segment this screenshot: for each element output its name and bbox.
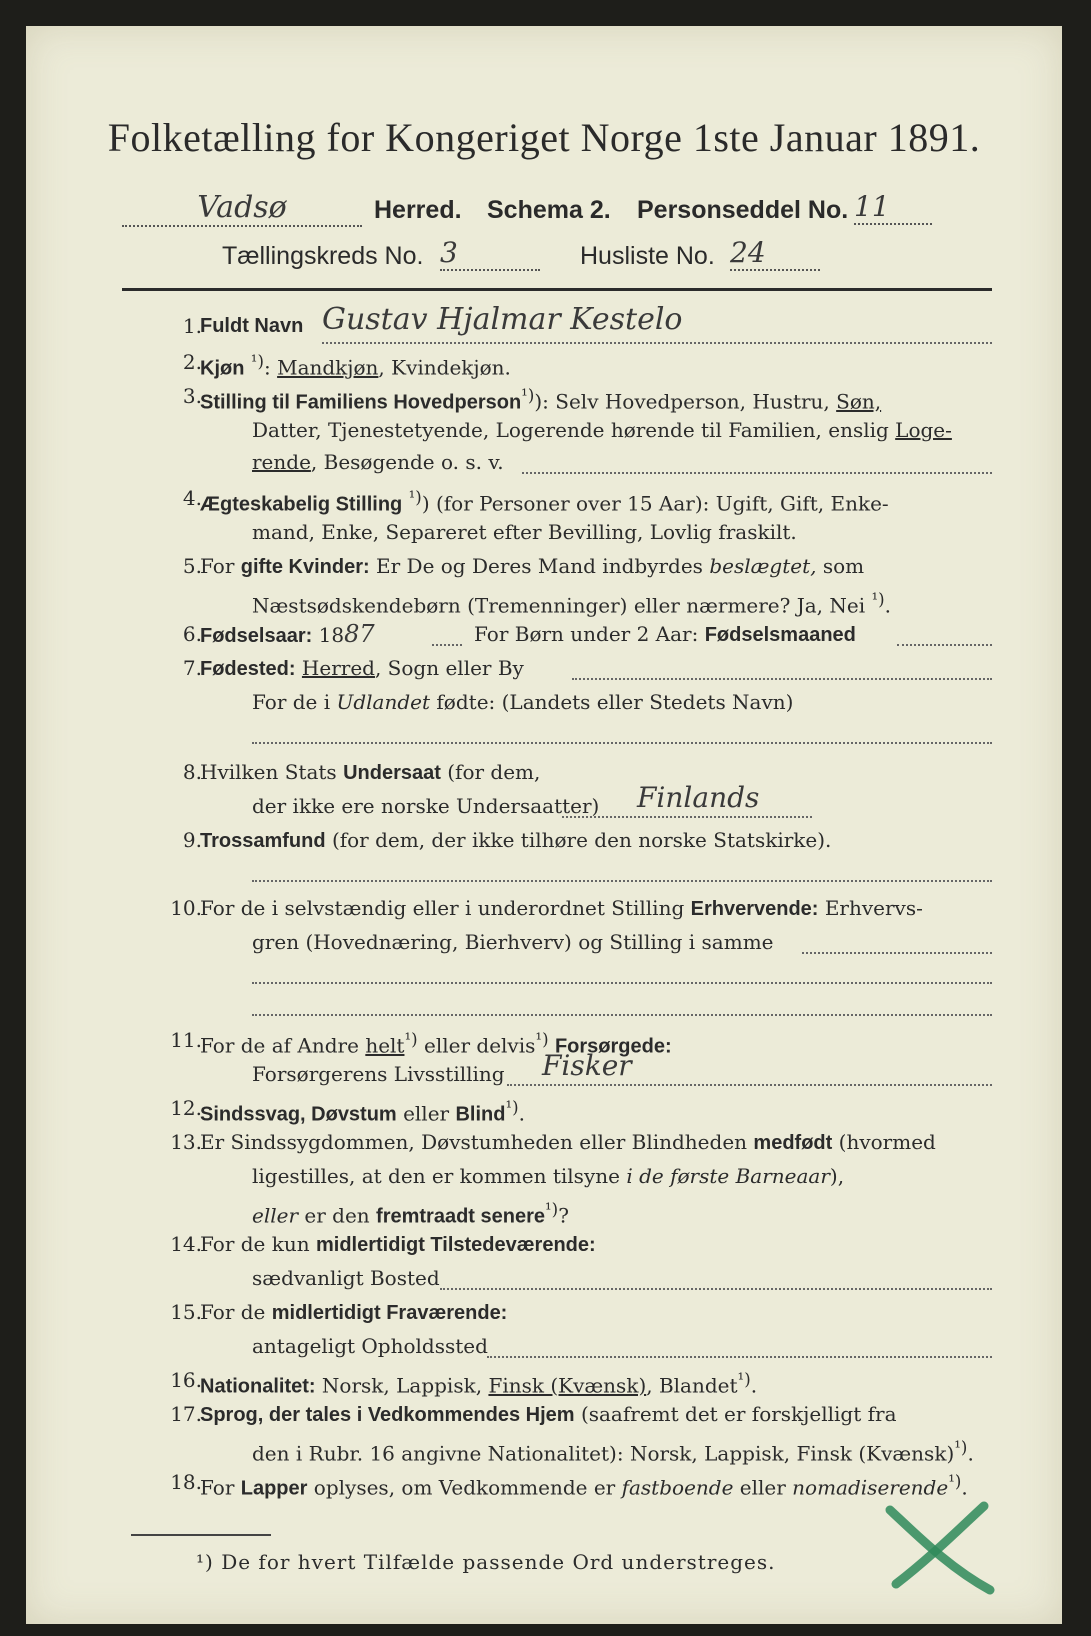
item-text: (for dem, — [447, 760, 541, 784]
item-text: (for dem, der ikke tilhøre den norske Statskirke). — [331, 828, 832, 852]
forsorger-value: Fisker — [542, 1049, 632, 1082]
item-text: antageligt Opholdssted — [252, 1334, 488, 1358]
item-7 — [122, 654, 992, 750]
mandkjon-option: Mandkjøn — [277, 355, 379, 380]
item-label: Undersaat — [343, 762, 441, 784]
item-label: Fuldt Navn — [200, 315, 304, 337]
header-rule — [122, 288, 992, 291]
item-text: fastboende — [621, 1475, 734, 1500]
footnote-rule — [131, 1534, 271, 1536]
header-line-herred — [122, 190, 992, 230]
item-text: eller — [739, 1475, 786, 1500]
item-text: For de i — [252, 690, 331, 714]
dotted-line — [562, 816, 812, 818]
green-cross-mark — [880, 1498, 1000, 1598]
logerende-option: Loge- — [895, 418, 952, 442]
item-number: 17. — [170, 1402, 202, 1426]
item-4 — [122, 484, 992, 548]
footnote-mark: ¹) — [196, 1550, 214, 1574]
item-8 — [122, 758, 992, 822]
item-text: , Besøgende o. s. v. — [310, 450, 504, 474]
item-label: Forsørgede: — [554, 1035, 672, 1058]
dotted-line — [252, 742, 992, 744]
herred-value: Vadsø — [122, 190, 362, 227]
item-number: 3. — [182, 384, 202, 408]
item-label: Fødselsaar: — [200, 625, 313, 647]
item-15 — [122, 1298, 992, 1362]
item-number: 8. — [182, 760, 202, 784]
item-text: i de første Barneaar — [626, 1164, 830, 1188]
footnote-text: De for hvert Tilfælde passende Ord understreges. — [221, 1550, 776, 1574]
item-label: Lapper — [240, 1477, 308, 1500]
form-title: Folketælling for Kongeriget Norge 1ste Januar 1891. — [107, 115, 981, 160]
item-number: 1. — [182, 314, 202, 338]
item-label: medfødt — [753, 1132, 833, 1154]
dotted-line — [322, 342, 992, 344]
footnote-ref: ¹) — [404, 1030, 418, 1049]
dotted-line — [252, 1014, 992, 1016]
personseddel-label: Personseddel No. — [637, 196, 849, 224]
item-number: 14. — [170, 1232, 202, 1256]
item-text: Er Sindssygdommen, Døvstumheden eller Blindheden — [200, 1130, 748, 1154]
item-text: , Sogn eller By — [374, 656, 524, 680]
item-text: eller — [403, 1101, 450, 1126]
footnote-ref: ¹) — [505, 1098, 519, 1117]
item-text: nomadiserende — [792, 1475, 949, 1500]
item-text: ? — [558, 1203, 569, 1228]
footnote-ref: ¹) — [535, 1030, 549, 1049]
dotted-line — [572, 678, 992, 680]
item-text: , Blandet — [646, 1373, 738, 1398]
dotted-line — [897, 644, 992, 646]
item-text: For de af Andre — [200, 1033, 359, 1058]
year-prefix: 18 — [318, 623, 345, 647]
item-text: der ikke ere norske Undersaatter) — [252, 794, 600, 818]
item-text: ), — [829, 1164, 845, 1188]
header-line-kreds — [122, 236, 992, 276]
item-number: 16. — [170, 1368, 202, 1392]
item-text: For de i selvstændig eller i underordnet Stilling — [200, 896, 685, 920]
item-11 — [122, 1026, 992, 1090]
item-10 — [122, 894, 992, 1014]
item-label: Stilling til Familiens Hovedperson — [200, 391, 522, 414]
schema-label: Schema 2. — [487, 196, 611, 224]
item-label: Erhvervende: — [690, 898, 819, 920]
footnote — [196, 1550, 775, 1574]
kreds-value: 3 — [440, 236, 540, 271]
husliste-value: 24 — [730, 236, 820, 271]
item-text: ligestilles, at den er kommen tilsyne — [252, 1164, 620, 1188]
item-text: Er De og Deres Mand indbyrdes — [376, 554, 703, 578]
item-text: Hvilken Stats — [200, 760, 337, 784]
item-9 — [122, 826, 992, 890]
dotted-line — [252, 880, 992, 882]
item-text: Forsørgerens Livsstilling — [252, 1062, 505, 1086]
item-label: Trossamfund — [200, 830, 326, 852]
item-text: For Børn under 2 Aar: — [474, 622, 699, 646]
item-text: fødte: (Landets eller Stedets Navn) — [436, 690, 794, 714]
footnote-ref: ¹) — [545, 1200, 559, 1219]
item-14 — [122, 1230, 992, 1294]
item-label: Sindssvag, Døvstum — [200, 1103, 397, 1126]
dotted-line — [252, 982, 992, 984]
item-text: er den — [304, 1203, 370, 1228]
item-number: 10. — [170, 896, 202, 920]
item-label: midlertidigt Fraværende: — [271, 1302, 508, 1324]
undersaat-value: Finlands — [637, 781, 760, 814]
item-number: 5. — [182, 554, 202, 578]
footnote-ref: ¹) — [954, 1438, 968, 1457]
dotted-line — [522, 472, 992, 474]
item-text: , Kvindekjøn. — [378, 355, 511, 380]
item-text: beslægtet, — [709, 554, 817, 578]
helt-option: helt — [365, 1033, 405, 1058]
census-form: Folketælling for Kongeriget Norge 1ste Januar 1891. Vadsø Herred. Schema 2. Personseddel No. 11 Tællingskreds No. 3 Husliste No. 24 1. Fuldt Navn Gustav Hjalmar Kestelo 2. Kjøn $^{^1)}$: Mandkjøn, Kvindekjøn. 3. Stilling til Familiens Hovedperson$^{^1)}$): Selv Hovedperson, Hustru, Søn, Datter, Tjenestetyende, Logerende hørende til Familien, enslig Loge- rende, Besøgende o. s. v. 4. Ægteskabelig Stilling $^{^1)}$) (for Personer over 15 Aar): Ugift, Gift, Enke- mand, Enke, Separeret efter Bevilling, Lovlig fraskilt. 5. For gifte Kvinder: Er De og Deres Mand indbyrdes beslægtet, som Næstsødskendebørn (Tremenninger) eller nærmere? Ja, Nei $^{^1)}$. 6. Fødselsaar: 1887 For Børn under 2 Aar: Fødselsmaaned 7. Fødested: Herred, Sogn eller By For de i Udlandet fødte: (Landets eller Stedets Navn) 8. Hvilken Stats Undersaat (for dem, der ikke ere norske Undersaatter) Finlands 9. Trossamfund (for dem, der ikke tilhøre den norske Statskirke). 10. For de i selvstændig eller i underordnet Stilling Erhvervende: Erhvervs- gren (Hovednæring, Bierhverv) og Stilling i samme 11. For de af Andre helt$^{^1)}$ eller delvis$^{^1)}$ Forsørgede: Forsørgerens Livsstilling Fisker 12. Sindssvag, Døvstum eller Blind$^{^1)}$. 13. Er Sindssygdommen, Døvstumheden eller Blindheden medfødt (hvormed ligestilles, at den er kommen tilsyne i de første Barneaar), eller er den fremtraadt senere$^{^1)}$? 14. For de kun midlertidigt Tilstedeværende: sædvanligt Bosted 15. For de midlertidigt Fraværende: antageligt Opholdssted 16. Nationalitet: Norsk, Lappisk, Finsk (Kvænsk), Blandet$^{^1)}$. 17. Sprog, der tales i Vedkommendes Hjem (saafremt det er forskjelligt fra den i Rubr. 16 angivne Nationalitet): Norsk, Lappisk, Finsk (Kvænsk)$^{^1)}$. 18. For Lapper oplyses, om Vedkommende er fastboende eller nomadiserende$^{^1)}$. ¹) De for hvert Tilfælde passende Ord understreges. — [26, 26, 1062, 1624]
item-text: Næstsødskendebørn (Tremenninger) eller nærmere? Ja, Nei — [252, 593, 866, 618]
item-text: den i Rubr. 16 angivne Nationalitet): Norsk, Lappisk, Finsk (Kvænsk) — [252, 1441, 955, 1466]
footnote-ref: ¹) — [948, 1472, 962, 1491]
item-text: For de — [200, 1300, 266, 1324]
finsk-option: Finsk (Kvænsk) — [488, 1373, 647, 1398]
dotted-line — [440, 1288, 992, 1290]
item-label: Sprog, der tales i Vedkommendes Hjem — [200, 1404, 575, 1426]
item-text: For de kun — [200, 1232, 310, 1256]
footnote-ref: ¹) — [408, 488, 422, 507]
herred-option: Herred — [301, 656, 375, 680]
full-name-value: Gustav Hjalmar Kestelo — [322, 302, 683, 337]
item-number: 18. — [170, 1470, 202, 1494]
item-text: som — [822, 554, 865, 578]
birth-year-value: 87 — [344, 620, 375, 648]
item-number: 9. — [182, 828, 202, 852]
item-number: 4. — [182, 486, 202, 510]
item-text: mand, Enke, Separeret efter Bevilling, Lovlig fraskilt. — [252, 520, 797, 544]
item-number: 13. — [170, 1130, 202, 1154]
item-number: 7. — [182, 656, 202, 680]
personseddel-value: 11 — [854, 190, 932, 225]
item-label: midlertidigt Tilstedeværende: — [315, 1234, 596, 1256]
son-option: Søn, — [836, 389, 882, 414]
item-text: sædvanligt Bosted — [252, 1266, 440, 1290]
item-number: 11. — [170, 1028, 202, 1052]
item-label: Nationalitet: — [200, 1375, 316, 1398]
herred-label: Herred. — [374, 196, 462, 224]
item-label: Blind — [455, 1103, 506, 1126]
item-text: ): Selv Hovedperson, Hustru, — [534, 389, 830, 414]
item-text: Norsk, Lappisk, — [321, 1373, 483, 1398]
footnote-ref: ¹) — [521, 386, 535, 405]
item-text: Datter, Tjenestetyende, Logerende hørende til Familien, enslig — [252, 418, 889, 442]
dotted-line — [432, 644, 462, 646]
item-17: 17. Sprog, der tales i Vedkommendes Hjem (saafremt det er forskjelligt fra den i Rubr. 16 angivne Nationalitet): Norsk, Lappisk, Finsk (Kvænsk)$^{^1)}$. — [122, 1400, 992, 1464]
item-text: ) (for Personer over 15 Aar): Ugift, Gift, Enke- — [421, 491, 889, 516]
item-text: Udlandet — [336, 690, 431, 714]
item-text: For — [200, 1475, 235, 1500]
item-text: eller — [252, 1203, 299, 1228]
item-1 — [122, 302, 992, 352]
item-number: 15. — [170, 1300, 202, 1324]
item-number: 2. — [182, 350, 202, 374]
item-number: 6. — [182, 622, 202, 646]
item-text: (hvormed — [838, 1130, 936, 1154]
husliste-label: Husliste No. — [580, 242, 715, 270]
item-number: 12. — [170, 1096, 202, 1120]
item-text: oplyses, om Vedkommende er — [313, 1475, 616, 1500]
item-text: Erhvervs- — [824, 896, 923, 920]
item-5: 5. For gifte Kvinder: Er De og Deres Mand indbyrdes beslægtet, som Næstsødskendebørn (Tremenninger) eller nærmere? Ja, Nei $^{^1)}$. — [122, 552, 992, 616]
item-label: Fødested: — [200, 658, 296, 680]
item-label: fremtraadt senere — [376, 1205, 545, 1228]
item-text: eller delvis — [424, 1033, 536, 1058]
item-13 — [122, 1128, 992, 1228]
footnote-ref: ¹) — [871, 590, 885, 609]
item-text: gren (Hovednæring, Bierhverv) og Stilling i samme — [252, 930, 774, 954]
logerende-option-cont: rende — [252, 450, 311, 474]
item-3 — [122, 382, 992, 478]
item-label: Kjøn — [200, 357, 245, 380]
item-label: Ægteskabelig Stilling — [200, 493, 403, 516]
item-text: (saafremt det er forskjelligt fra — [580, 1402, 897, 1426]
dotted-line — [507, 1084, 992, 1086]
item-text: For — [200, 554, 235, 578]
footnote-ref: ¹) — [250, 352, 264, 371]
dotted-line — [487, 1356, 992, 1358]
dotted-line — [802, 952, 992, 954]
footnote-ref: ¹) — [737, 1370, 751, 1389]
item-label: Fødselsmaaned — [704, 624, 856, 646]
item-label: gifte Kvinder: — [240, 556, 370, 578]
kreds-label: Tællingskreds No. — [222, 242, 424, 270]
